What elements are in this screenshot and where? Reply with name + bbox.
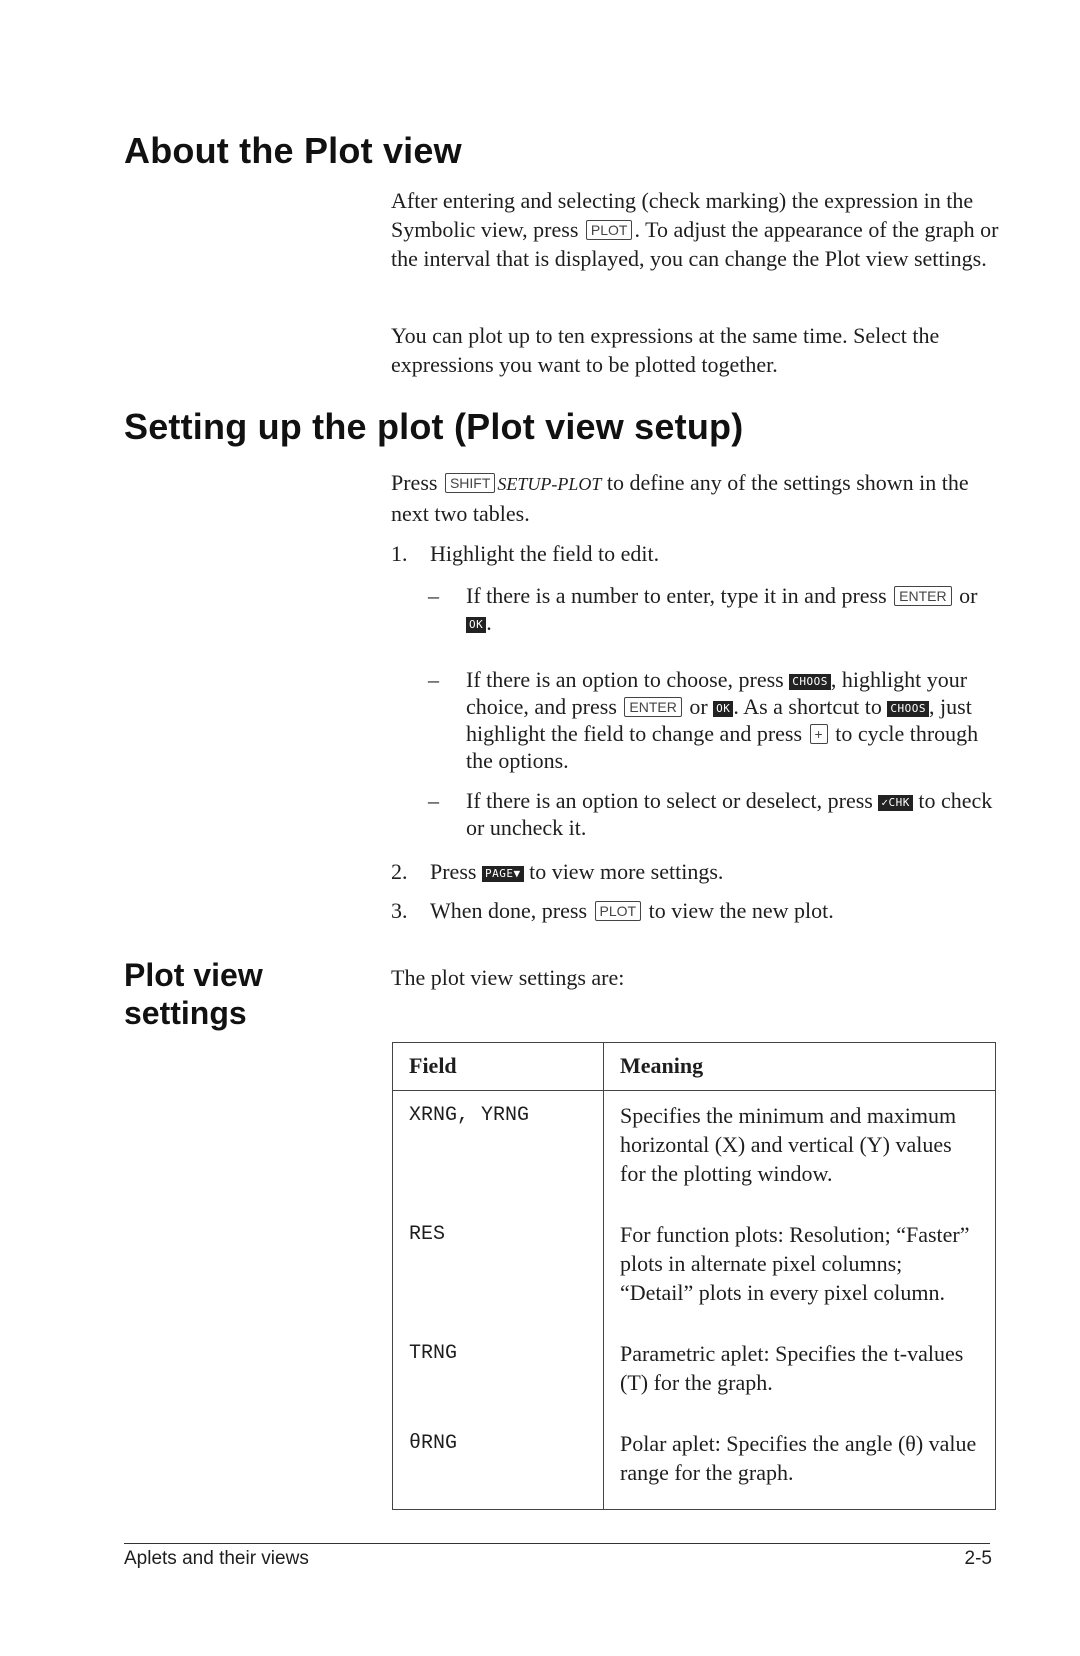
heading-line: Plot view	[124, 957, 263, 993]
text-segment: , highlight your choice, and press	[466, 667, 968, 719]
text-segment: When done, press	[430, 898, 588, 923]
step-text: Highlight the field to edit.	[430, 541, 660, 566]
text-segment: to check or uncheck it.	[466, 788, 993, 840]
meaning-cell: Parametric aplet: Specifies the t-values (T) for the graph.	[604, 1329, 996, 1419]
choos-softkey: CHOOS	[887, 701, 929, 717]
bullet-item	[466, 666, 996, 774]
text-segment: , just highlight the field to change and press	[466, 694, 972, 746]
footer-page-number: 2-5	[964, 1548, 992, 1569]
step-text	[430, 896, 834, 925]
step-text	[430, 857, 723, 886]
text-segment: .	[486, 610, 492, 635]
text-segment: to define any of the settings shown in the next two tables.	[391, 470, 969, 526]
column-header-meaning: Meaning	[604, 1043, 996, 1091]
setup-plot-label: SETUP-PLOT	[497, 474, 602, 494]
heading-setting-up-plot: Setting up the plot (Plot view setup)	[124, 406, 744, 447]
text-segment: After entering and selecting (check marking) the expression in the Symbolic view, press	[391, 188, 974, 242]
field-cell: θRNG	[393, 1419, 604, 1510]
heading-line: settings	[124, 995, 247, 1031]
choos-softkey: CHOOS	[789, 674, 831, 690]
text-segment: If there is a number to enter, type it in and press	[466, 583, 887, 608]
bullet-item	[466, 787, 996, 841]
table-row	[393, 1419, 996, 1510]
ok-softkey: OK	[466, 617, 486, 633]
text-segment: If there is an option to select or deselect, press	[466, 788, 873, 813]
heading-plot-view-settings	[124, 956, 263, 1032]
meaning-cell: Specifies the minimum and maximum horizontal (X) and vertical (Y) values for the plotting window.	[604, 1091, 996, 1211]
step-number: 1.	[391, 541, 408, 566]
about-paragraph-1	[391, 186, 1001, 273]
text-segment: to view more settings.	[529, 859, 724, 884]
settings-intro: The plot view settings are:	[391, 965, 625, 990]
dash-bullet: –	[428, 788, 439, 813]
bullet-item	[466, 582, 996, 636]
page-down-softkey: PAGE▼	[482, 866, 524, 882]
text-segment: or	[959, 583, 978, 608]
enter-key: ENTER	[894, 586, 951, 606]
field-cell: XRNG, YRNG	[393, 1091, 604, 1211]
table-row	[393, 1091, 996, 1211]
step-number: 3.	[391, 898, 408, 923]
text-segment: to cycle through the options.	[466, 721, 979, 773]
heading-about-plot-view: About the Plot view	[124, 130, 462, 171]
meaning-cell: For function plots: Resolution; “Faster” plots in alternate pixel columns; “Detail” plots in every pixel column.	[604, 1210, 996, 1329]
text-segment: If there is an option to choose, press	[466, 667, 784, 692]
setup-intro	[391, 468, 1001, 528]
field-cell: RES	[393, 1210, 604, 1329]
ok-softkey: OK	[713, 701, 733, 717]
text-segment: . As a shortcut to	[733, 694, 882, 719]
text-segment: Press	[430, 859, 477, 884]
plot-key: PLOT	[595, 901, 642, 921]
table-header-row	[393, 1043, 996, 1091]
step-number: 2.	[391, 859, 408, 884]
about-paragraph-2: You can plot up to ten expressions at the same time. Select the expressions you want to be plotted together.	[391, 323, 940, 377]
plot-settings-table	[392, 1042, 996, 1510]
field-cell: TRNG	[393, 1329, 604, 1419]
dash-bullet: –	[428, 583, 439, 608]
table-row	[393, 1210, 996, 1329]
text-segment: to view the new plot.	[648, 898, 834, 923]
enter-key: ENTER	[624, 697, 681, 717]
column-header-field: Field	[393, 1043, 604, 1091]
text-segment: . To adjust the appearance of the graph or the interval that is displayed, you can change the Plot view settings.	[391, 217, 999, 271]
check-softkey: ✓CHK	[878, 795, 913, 811]
text-segment: Press	[391, 470, 438, 495]
plot-key: PLOT	[586, 220, 633, 240]
dash-bullet: –	[428, 667, 439, 692]
meaning-cell: Polar aplet: Specifies the angle (θ) value range for the graph.	[604, 1419, 996, 1510]
shift-key: SHIFT	[445, 473, 495, 493]
footer-chapter-title: Aplets and their views	[124, 1548, 309, 1569]
plus-key: +	[810, 724, 828, 744]
footer-divider	[124, 1543, 990, 1544]
text-segment: or	[689, 694, 708, 719]
table-row	[393, 1329, 996, 1419]
